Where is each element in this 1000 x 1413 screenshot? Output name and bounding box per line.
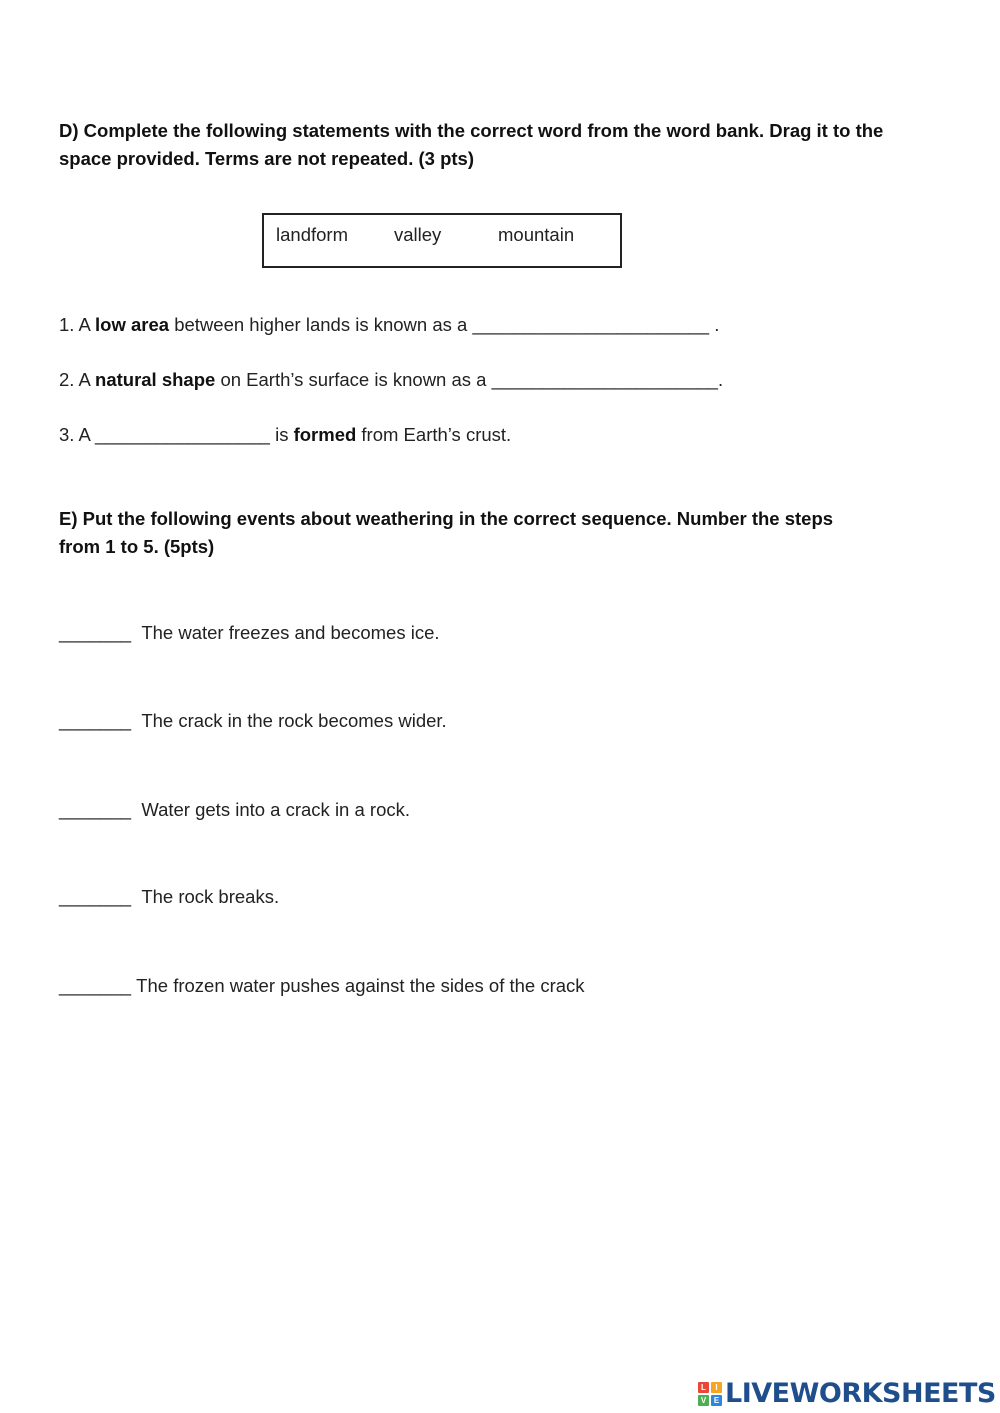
step-number-blank[interactable]: _______ [59,710,132,731]
statement-bold-term: natural shape [95,369,216,390]
logo-mark-letter: I [711,1382,722,1393]
statement-prefix: 1. A [59,314,96,335]
section-d-heading-line1: D) Complete the following statements with the correct word from the word bank. Drag it to the [59,120,884,141]
sequence-step-1 [59,621,440,645]
sequence-step-5 [59,974,585,998]
section-e-heading-line2: from 1 to 5. (5pts) [59,536,215,557]
sequence-step-4 [59,885,279,909]
section-e-heading [59,505,959,561]
blank-drop-zone-1[interactable]: _______________________ [472,314,710,335]
step-number-blank[interactable]: _______ [59,975,132,996]
statement-1 [59,313,719,337]
step-number-blank[interactable]: _______ [59,622,132,643]
sequence-step-3 [59,798,410,822]
statement-middle: is [269,424,294,445]
step-text: The frozen water pushes against the sides of the crack [136,975,585,996]
logo-mark-letter: E [711,1395,722,1406]
step-number-blank[interactable]: _______ [59,799,132,820]
word-bank-item-mountain[interactable]: mountain [498,224,575,245]
step-text: The water freezes and becomes ice. [141,622,440,643]
statement-suffix: . [717,369,724,390]
liveworksheets-logo-text: LIVEWORKSHEETS [725,1378,996,1409]
step-text: Water gets into a crack in a rock. [141,799,411,820]
section-d-heading [59,117,959,173]
statement-suffix: from Earth’s crust. [356,424,512,445]
section-e-heading-line1: E) Put the following events about weathering in the correct sequence. Number the steps [59,508,834,529]
statement-suffix: . [709,314,720,335]
statement-prefix: 2. A [59,369,96,390]
statement-bold-term: formed [293,424,357,445]
sequence-step-2 [59,709,447,733]
blank-drop-zone-2[interactable]: ______________________ [491,369,718,390]
blank-drop-zone-3[interactable]: _________________ [95,424,270,445]
statement-2 [59,368,723,392]
word-bank-item-valley[interactable]: valley [394,224,442,245]
word-bank-item-landform[interactable]: landform [276,224,348,245]
logo-mark-letter: V [698,1395,709,1406]
statement-bold-term: low area [95,314,170,335]
word-bank [262,213,622,268]
statement-middle: on Earth’s surface is known as a [215,369,487,390]
statement-prefix: 3. A [59,424,96,445]
statement-middle: between higher lands is known as a [169,314,468,335]
section-d-heading-line2: space provided. Terms are not repeated. (3 pts) [59,148,475,169]
liveworksheets-logo [698,1378,996,1410]
step-text: The crack in the rock becomes wider. [141,710,447,731]
step-text: The rock breaks. [141,886,280,907]
liveworksheets-logo-icon [698,1382,722,1406]
step-number-blank[interactable]: _______ [59,886,132,907]
statement-3 [59,423,511,447]
logo-mark-letter: L [698,1382,709,1393]
